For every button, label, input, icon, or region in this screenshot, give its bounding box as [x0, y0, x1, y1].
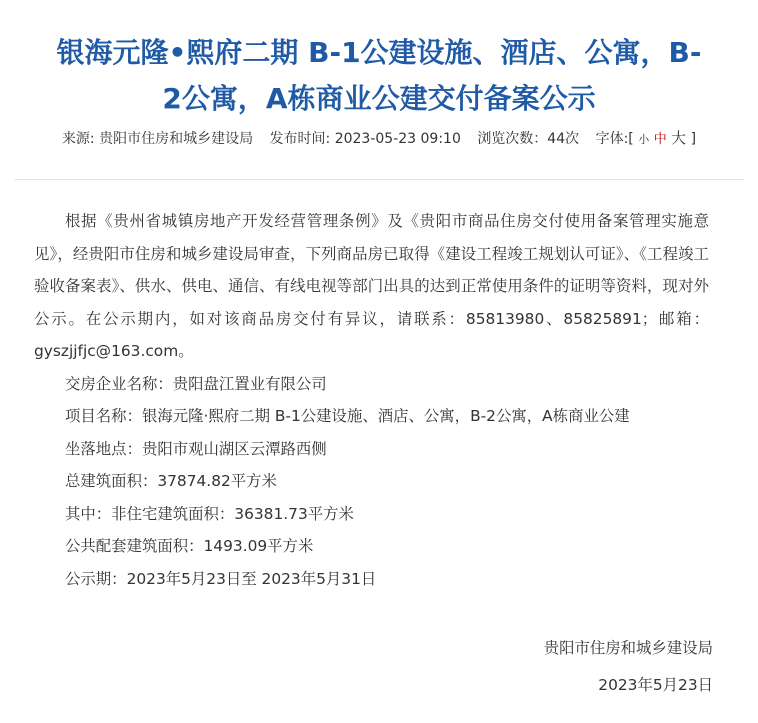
title-line-1: 银海元隆•熙府二期 B-1公建设施、酒店、公寓，B- [56, 36, 702, 69]
signature-date: 2023年5月23日 [598, 676, 713, 694]
signature-org: 贵阳市住房和城乡建设局 [543, 639, 713, 657]
publish-time: 发布时间: 2023-05-23 09:10 [269, 131, 461, 147]
public-area-line: 公共配套建筑面积：1493.09平方米 [65, 537, 314, 555]
view-count: 浏览次数：44次 [477, 131, 580, 147]
page-title [0, 30, 758, 122]
font-size-control [596, 131, 697, 147]
font-size-close: ] [690, 131, 697, 147]
project-line: 项目名称：银海元隆·熙府二期 B-1公建设施、酒店、公寓，B-2公寓，A栋商业公建 [65, 407, 630, 425]
divider [14, 179, 744, 180]
article-body [34, 205, 709, 595]
font-small-button[interactable]: 小 [638, 133, 650, 146]
company-line: 交房企业名称：贵阳盘江置业有限公司 [65, 374, 327, 393]
font-medium-button[interactable]: 中 [653, 132, 667, 147]
signature-block [544, 632, 713, 701]
non-residential-area-line: 其中：非住宅建筑面积：36381.73平方米 [65, 504, 354, 523]
font-size-label: 字体:[ [595, 131, 634, 147]
source-label: 来源: 贵阳市住房和城乡建设局 [61, 131, 254, 147]
article-meta [0, 127, 758, 148]
intro-paragraph: 根据《贵州省城镇房地产开发经营管理条例》及《贵阳市商品住房交付使用备案管理实施意见》，经贵阳市住房和城乡建设局审查，下列商品房已取得《建设工程竣工规划认可证》、《工程竣工验收备案表》、供水、供电、通信、有线电视等部门出具的达到正常使用条件的证明等资料，现对外公示。在公示期内，如对该商品房交付有异议，请联系：85813980、85825891；邮箱：gyszjjfjc@163.com。 [34, 212, 709, 360]
font-large-button[interactable]: 大 [671, 129, 687, 147]
total-area-line: 总建筑面积：37874.82平方米 [65, 472, 277, 490]
period-line: 公示期：2023年5月23日至 2023年5月31日 [65, 569, 377, 588]
title-line-2: 2公寓，A栋商业公建交付备案公示 [162, 82, 596, 115]
location-line: 坐落地点：贵阳市观山湖区云潭路西侧 [65, 439, 327, 458]
